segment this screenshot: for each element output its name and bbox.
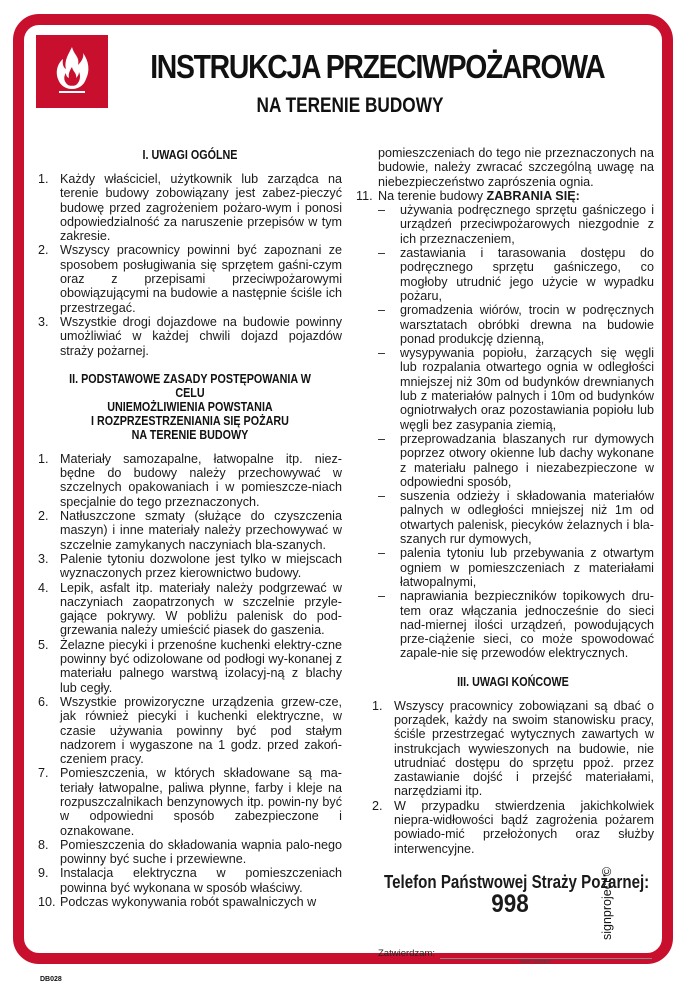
item-number: 2. bbox=[38, 509, 49, 524]
item-text: Materiały samozapalne, łatwopalne itp. niez-będne do budowy należy przechowywać w szczelnych opakowaniach i w pomieszcze-niach specjalnie do tego przeznaczonych. bbox=[60, 451, 342, 509]
item-number: 3. bbox=[38, 551, 49, 566]
list-item bbox=[356, 189, 654, 661]
item-text: Natłuszczone szmaty (służące do czyszczenia maszyn) i inne materiały należy przechowywać w szczelnie zamykanych naczyniach bla-szanych. bbox=[60, 509, 342, 552]
item-number: 1. bbox=[38, 451, 49, 466]
item-number: 11. bbox=[356, 188, 373, 203]
item-text: Żelazne piecyki i przenośne kuchenki elektry-czne powinny być odizolowane od podłogi wy-konanej z materiału palnego warstwą izolacyj-ną z blachy lub cegły. bbox=[60, 637, 342, 695]
prohibition-item: – używania podręcznego sprzętu gaśniczego i urządzeń przeciwpożarowych niezgodnie z ich przeznaczeniem, bbox=[378, 203, 654, 246]
item-text: Instalacja elektryczna w pomieszczeniach powinna być wykonana w sposób właściwy. bbox=[60, 866, 342, 895]
heading-line: UNIEMOŻLIWIENIA POWSTANIA bbox=[107, 399, 273, 414]
fire-pictogram bbox=[36, 35, 108, 108]
item-text: Pomieszczenia do składowania wapnia palo-nego powinny być suche i przewiewne. bbox=[60, 837, 342, 867]
list-item bbox=[38, 552, 342, 581]
list-item bbox=[38, 509, 342, 552]
list-item bbox=[38, 838, 342, 867]
list-item bbox=[38, 638, 342, 695]
item-text: Lepik, asfalt itp. materiały należy podgrzewać w naczyniach zaopatrzonych w szczelnie przyle-gające pokrywy. W pobliżu palenisk do pod-grzewania należy umieścić piasek do gaszenia. bbox=[60, 580, 342, 638]
item-10-continuation: pomieszczeniach do tego nie przeznaczonych na budowie, należy zwracać szczególną uwagę na niebezpieczeństwo zaprószenia ognia. bbox=[378, 146, 654, 189]
fire-brigade-phone-label: Telefon Państwowej Straży Pożarnej: bbox=[384, 872, 650, 892]
item-number: 2. bbox=[372, 798, 383, 813]
list-item bbox=[372, 799, 654, 856]
item-text: Każdy właściciel, użytkownik lub zarządca na terenie budowy zobowiązany jest zabez-pieczyć budowę przed zagrożeniem pożaro-wym i ponosi odpowiedzialność za naruszenie przepisów w tym zakresie. bbox=[60, 172, 342, 244]
item-number: 2. bbox=[38, 243, 49, 258]
section-3-list bbox=[372, 699, 654, 856]
item-number: 4. bbox=[38, 580, 49, 595]
list-item bbox=[38, 695, 342, 766]
item-text: Wszyscy pracownicy zobowiązani są dbać o porządek, każdy na swoim stanowisku pracy, ściśle przestrzegać wytycznych zawartych w instrukcjach wywieszonych na budowie, nie utrudniać dostępu do sprzętu ppoż. przez zastawianie dojść i przejść materiałami, narzędziami itp. bbox=[394, 698, 654, 799]
prohibition-item: – naprawiania bezpieczników topikowych dru-tem oraz włączania jednocześnie do sieci nad-miernej ilości urządzeń, powodujących prze-ciążenie sieci, co może spowodować zapale-nie się przewodów elektrycznych. bbox=[378, 589, 654, 660]
section-2-list-continued bbox=[356, 189, 654, 661]
prohibition-item: – wysypywania popiołu, żarzących się węgli lub rozpalania otwartego ognia w odległości mniejszej niż 30m od budynków drewnianych lub z materiałów palnych i 10m od budynków ogniotrwałych oraz pozostawiania popiołu lub węgli bez zasypania ziemią, bbox=[378, 346, 654, 432]
list-item bbox=[372, 699, 654, 799]
item-text: W przypadku stwierdzenia jakichkolwiek niepra-widłowości bądź zagrożenia pożarem powiado-mić przełożonych oraz służby interwencyjne. bbox=[394, 798, 654, 856]
fire-brigade-phone-number: 998 bbox=[491, 890, 529, 918]
item-number: 6. bbox=[38, 694, 49, 709]
list-item bbox=[38, 581, 342, 638]
item-number: 1. bbox=[372, 698, 383, 713]
signature-hint: data i podpis bbox=[520, 959, 552, 965]
item-number: 1. bbox=[38, 172, 49, 186]
list-item bbox=[38, 315, 342, 358]
prohibition-item: – gromadzenia wiórów, trocin w podręcznych warsztatach obróbki drewna na budowie ponad produkcję dzienną, bbox=[378, 303, 654, 346]
page-subtitle: NA TERENIE BUDOWY bbox=[256, 94, 444, 117]
list-item bbox=[38, 172, 342, 243]
item-number: 5. bbox=[38, 637, 49, 652]
prohibition-item: – przeprowadzania blaszanych rur dymowych poprzez otwory okienne lub dachy wykonane z materiału palnego i niezabezpieczone w odpowiedni sposób, bbox=[378, 432, 654, 489]
prohibitions-list bbox=[378, 203, 654, 661]
section-2-list bbox=[38, 452, 342, 910]
right-column bbox=[356, 146, 654, 856]
item-number: 8. bbox=[38, 837, 49, 852]
page-title: INSTRUKCJA PRZECIWPOŻAROWA bbox=[150, 48, 605, 85]
left-column bbox=[38, 148, 342, 909]
item-text: Pomieszczenia, w których składowane są ma-teriały łatwopalne, paliwa płynne, farby i kleje na rozpuszczalnikach benzynowych itp. powin-ny być w odpowiedni sposób zabezpieczone i oznakowane. bbox=[60, 766, 342, 838]
prohibition-item: – palenia tytoniu lub przebywania z otwartym ogniem w pomieszczeniach z materiałami łatwopalnymi, bbox=[378, 546, 654, 589]
item-number: 10. bbox=[38, 895, 56, 910]
flame-icon bbox=[54, 45, 90, 97]
heading-line: II. PODSTAWOWE ZASADY POSTĘPOWANIA W CELU bbox=[69, 371, 311, 400]
brand-label: signproject © bbox=[600, 866, 614, 940]
heading-line: NA TERENIE BUDOWY bbox=[131, 427, 249, 442]
item-number: 7. bbox=[38, 766, 49, 781]
list-item bbox=[38, 766, 342, 837]
item-number: 3. bbox=[38, 314, 49, 329]
list-item bbox=[38, 895, 342, 909]
item-text: Palenie tytoniu dozwolone jest tylko w miejscach wyznaczonych przez kierownictwo budowy. bbox=[60, 551, 342, 581]
item-text: Wszystkie drogi dojazdowe na budowie powinny umożliwiać w każdej chwili dojazd pojazdów straży pożarnej. bbox=[60, 314, 342, 358]
section-1-heading: I. UWAGI OGÓLNE bbox=[142, 148, 238, 162]
section-1-list bbox=[38, 172, 342, 358]
list-item bbox=[38, 452, 342, 509]
item-number: 9. bbox=[38, 866, 49, 881]
list-item bbox=[38, 243, 342, 314]
product-code: DB028 bbox=[40, 976, 62, 983]
section-3-heading: III. UWAGI KOŃCOWE bbox=[457, 674, 569, 689]
prohibition-item: – zastawiania i tarasowania dostępu do podręcznego sprzętu gaśniczego, co mogłoby utrudnić jego użycie w wypadku pożaru, bbox=[378, 246, 654, 303]
item-text: Wszyscy pracownicy powinni być zapoznani ze sposobem posługiwania się sprzętem gaśni-czym oraz z przepisami przeciwpożarowymi obowiązującymi na budowie a następnie ściśle ich przestrzegać. bbox=[60, 243, 342, 315]
item-text: Podczas wykonywania robót spawalniczych w bbox=[60, 895, 317, 910]
item-text: Na terenie budowy bbox=[378, 188, 487, 203]
prohibition-item: – suszenia odzieży i składowania materiałów palnych w odległości mniejszej niż 1m od otwartych palenisk, piecyków żelaznych i bla-szanych rur dymowych, bbox=[378, 489, 654, 546]
item-text: Wszystkie prowizoryczne urządzenia grzew-cze, jak również piecyki i kuchenki elektryczne, w czasie używania powinny być pod stałym nadzorem i wygaszone na 1 godz. przed zakoń-czeniem pracy. bbox=[60, 694, 342, 767]
heading-line: I ROZPRZESTRZENIANIA SIĘ POŻARU bbox=[91, 413, 289, 428]
list-item bbox=[38, 866, 342, 895]
prohibition-heading: ZABRANIA SIĘ: bbox=[486, 188, 580, 203]
section-2-heading bbox=[59, 372, 320, 442]
approve-label: Zatwierdzam: bbox=[378, 948, 436, 959]
